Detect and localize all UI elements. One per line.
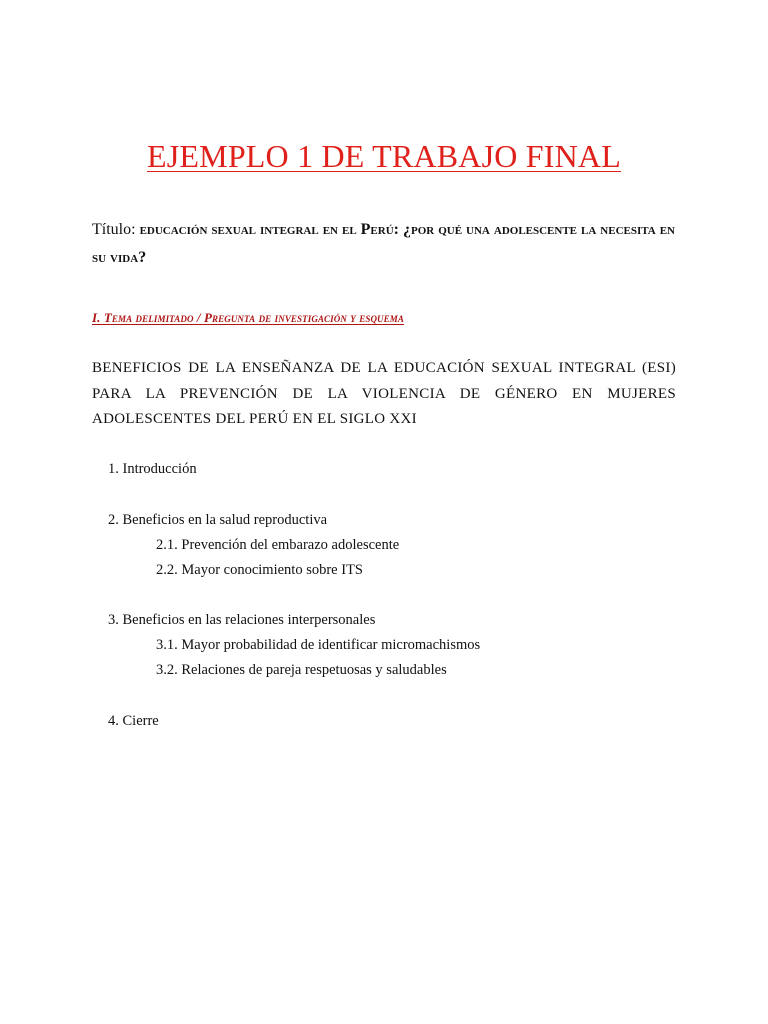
outline-subitem: 3.1. Mayor probabilidad de identificar micromachismos bbox=[156, 637, 481, 653]
outline-subitem: 3.2. Relaciones de pareja respetuosas y saludables bbox=[156, 662, 447, 678]
work-title-label: Título: bbox=[92, 221, 136, 238]
outline-subitem: 2.2. Mayor conocimiento sobre ITS bbox=[156, 562, 363, 578]
document-title: EJEMPLO 1 DE TRABAJO FINAL bbox=[147, 138, 621, 174]
section-heading: I. Tema delimitado / Pregunta de investigación y esquema bbox=[92, 310, 404, 325]
work-title-part1: educación sexual integral en el bbox=[139, 221, 357, 238]
work-title-part4: ? bbox=[138, 249, 147, 266]
delimited-theme: BENEFICIOS DE LA ENSEÑANZA DE LA EDUCACIÓN SEXUAL INTEGRAL (ESI) PARA LA PREVENCIÓN DE LA VIOLENCIA DE GÉNERO EN MUJERES ADOLESCENTES DEL PERÚ EN EL SIGLO XXI bbox=[92, 360, 676, 427]
outline-item: 3. Beneficios en las relaciones interpersonales bbox=[108, 612, 376, 628]
work-title bbox=[92, 216, 682, 272]
work-title-part2: Perú: bbox=[360, 221, 399, 238]
outline-item: 4. Cierre bbox=[108, 713, 159, 729]
outline-subitem: 2.1. Prevención del embarazo adolescente bbox=[156, 537, 400, 553]
outline-item: 2. Beneficios en la salud reproductiva bbox=[108, 512, 328, 528]
work-title-part3: ¿por qué una adolescente la necesita en su vida bbox=[92, 221, 675, 266]
outline-item: 1. Introducción bbox=[108, 461, 197, 477]
